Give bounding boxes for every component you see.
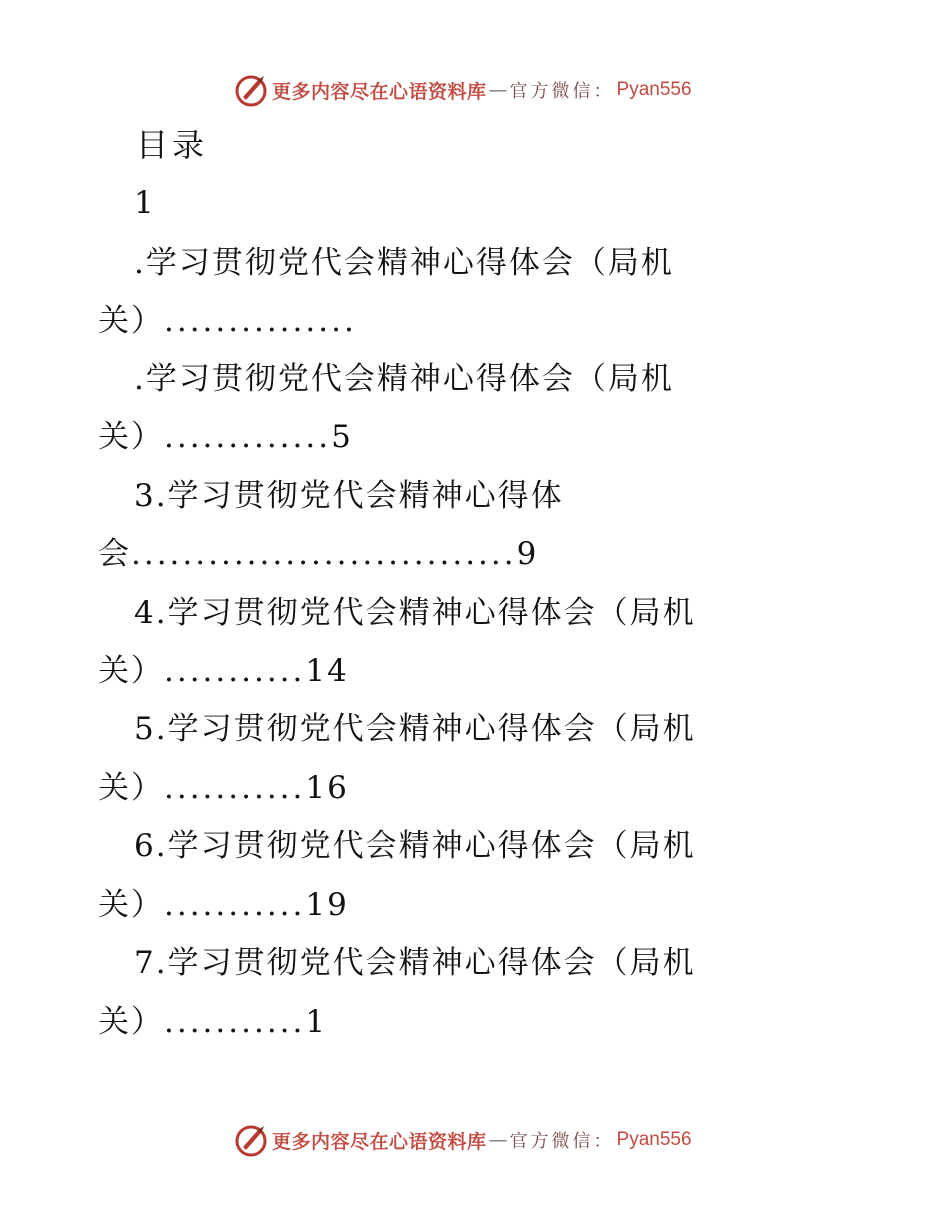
toc-entry-tail: 关） <box>98 419 164 455</box>
header-watermark <box>234 72 692 108</box>
watermark-wechat-label: 官方微信： <box>509 1131 615 1152</box>
toc-entry-5-cont <box>98 765 349 811</box>
toc-entry-page: 5 <box>331 419 353 455</box>
toc-entry-page: 14 <box>305 653 349 689</box>
toc-entry-dots: ........... <box>164 653 306 689</box>
toc-entry-dots: ............. <box>164 419 332 455</box>
quill-logo-icon <box>234 73 268 107</box>
watermark-wechat-label: 官方微信： <box>509 81 615 102</box>
watermark-dash: — <box>488 79 508 101</box>
toc-entry-7-lead: 7.学习贯彻党代会精神心得体会（局机 <box>134 945 696 981</box>
toc-entry-tail: 会 <box>98 536 131 572</box>
watermark-wechat-id: Pyan556 <box>616 1129 692 1150</box>
footer-watermark <box>234 1122 692 1158</box>
watermark-wechat-id: Pyan556 <box>616 79 692 100</box>
toc-title: 目录 <box>136 126 209 164</box>
toc-entry-dots: ............... <box>164 303 357 339</box>
toc-entry-1-lead: .学习贯彻党代会精神心得体会（局机 <box>134 245 674 281</box>
watermark-text: 更多内容尽在心语资料库 <box>272 80 487 103</box>
toc-entry-tail: 关） <box>98 770 164 806</box>
toc-entry-dots: ........... <box>164 1004 306 1040</box>
toc-entry-page: 16 <box>305 770 349 806</box>
toc-entry-tail: 关） <box>98 303 164 339</box>
toc-entry-3-cont <box>98 531 538 577</box>
toc-entry-1-cont <box>98 298 357 344</box>
toc-entry-3-lead: 3.学习贯彻党代会精神心得体 <box>134 478 564 514</box>
toc-entry-7-cont <box>98 999 327 1045</box>
toc-entry-dots: ........... <box>164 770 306 806</box>
watermark-text: 更多内容尽在心语资料库 <box>272 1130 487 1153</box>
toc-entry-2-lead: .学习贯彻党代会精神心得体会（局机 <box>134 361 674 397</box>
watermark-dash: — <box>488 1129 508 1151</box>
toc-entry-6-lead: 6.学习贯彻党代会精神心得体会（局机 <box>134 828 696 864</box>
toc-entry-5-lead: 5.学习贯彻党代会精神心得体会（局机 <box>134 711 696 747</box>
toc-number-line: 1 <box>134 185 156 221</box>
toc-entry-tail: 关） <box>98 653 164 689</box>
toc-entry-dots: .............................. <box>131 536 517 572</box>
toc-entry-4-lead: 4.学习贯彻党代会精神心得体会（局机 <box>134 595 696 631</box>
toc-entry-page: 9 <box>516 536 539 572</box>
toc-entry-dots: ........... <box>164 887 306 923</box>
toc-entry-page: 1 <box>305 1004 328 1040</box>
toc-entry-tail: 关） <box>98 1004 164 1040</box>
quill-logo-icon <box>234 1123 268 1157</box>
toc-entry-page: 19 <box>305 887 349 923</box>
toc-entry-tail: 关） <box>98 887 164 923</box>
toc-entry-2-cont <box>98 414 353 460</box>
toc-entry-6-cont <box>98 882 349 928</box>
toc-entry-4-cont <box>98 648 349 694</box>
